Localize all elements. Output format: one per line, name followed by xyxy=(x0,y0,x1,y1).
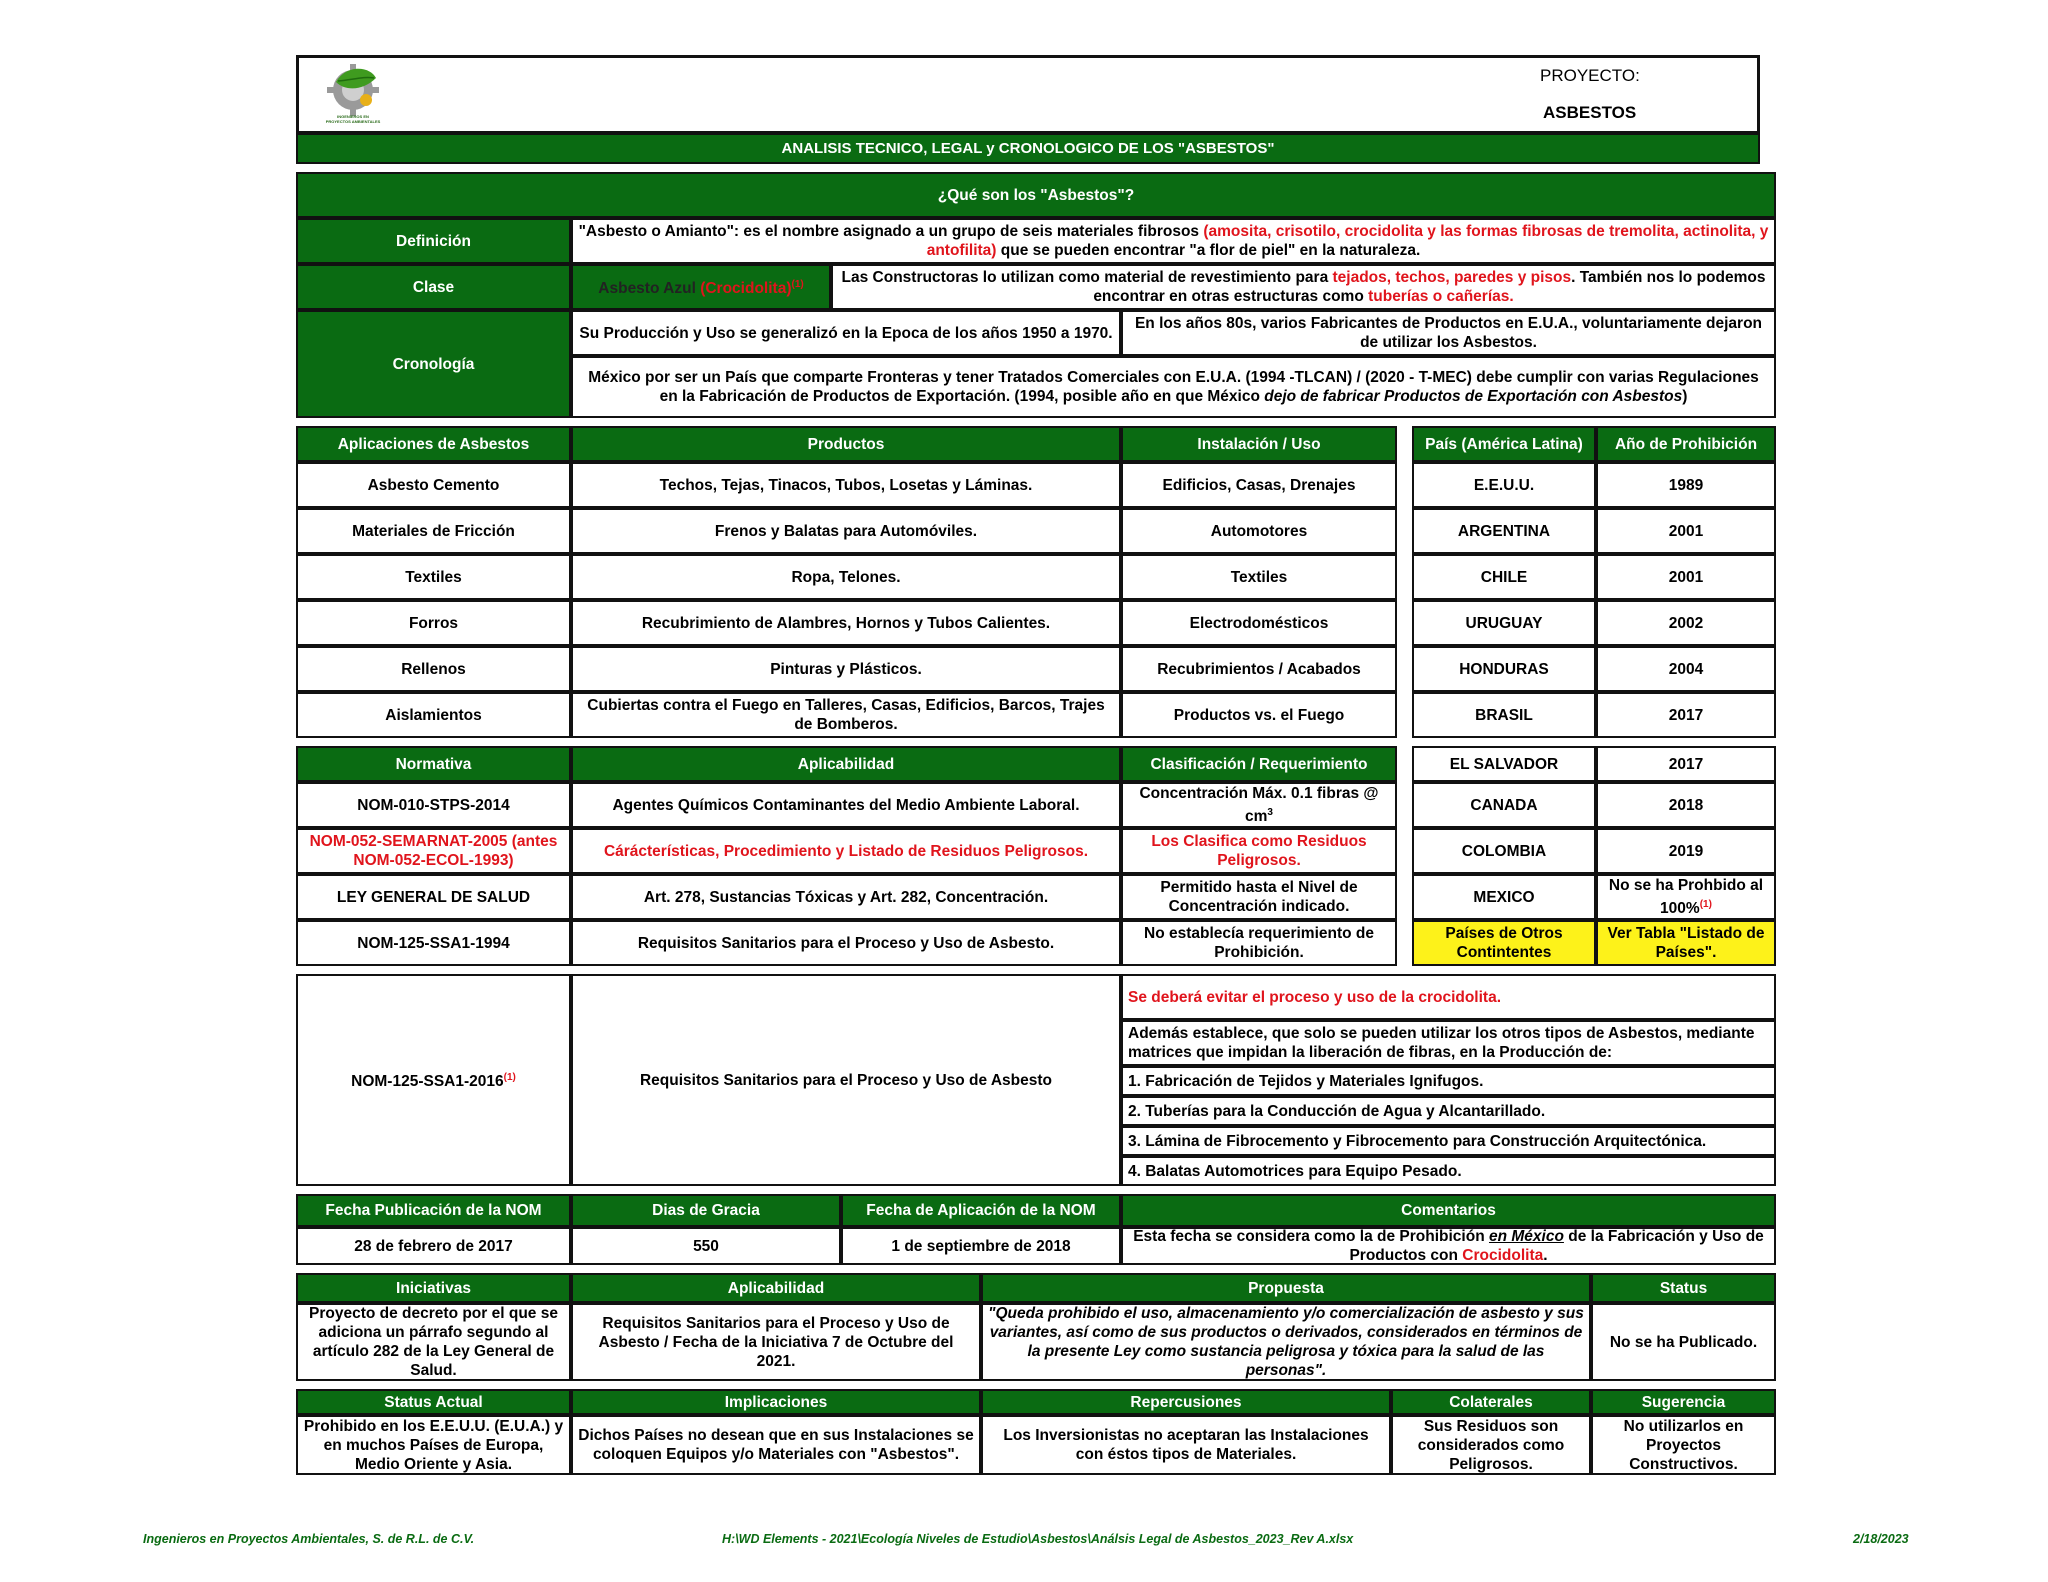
aplicacion-row-5: Rellenos xyxy=(296,646,571,692)
clasificacion-row-1: Concentración Máx. 0.1 fibras @ $cm^3$ xyxy=(1121,782,1397,828)
nom-2016-aplicabilidad: Requisitos Sanitarios para el Proceso y Uso de Asbesto xyxy=(571,974,1121,1186)
fecha-publicacion: 28 de febrero de 2017 xyxy=(296,1227,571,1265)
colaterales-header: Colaterales xyxy=(1391,1389,1591,1415)
normativa-row-3: LEY GENERAL DE SALUD xyxy=(296,874,571,920)
dias-gracia: 550 xyxy=(571,1227,841,1265)
clasificacion-header: Clasificación / Requerimiento xyxy=(1121,746,1397,782)
pais-row-10: MEXICO xyxy=(1412,874,1596,920)
aplicacion-row-3: Textiles xyxy=(296,554,571,600)
producto-row-5: Pinturas y Plásticos. xyxy=(571,646,1121,692)
aplicabilidad-row-1: Agentes Químicos Contaminantes del Medio Ambiente Laboral. xyxy=(571,782,1121,828)
instalacion-row-1: Edificios, Casas, Drenajes xyxy=(1121,462,1397,508)
clase-label: Clase xyxy=(296,264,571,310)
ano-row-4: 2002 xyxy=(1596,600,1776,646)
iniciativa-text: Proyecto de decreto por el que se adiciona un párrafo segundo al artículo 282 de la Ley General de Salud. xyxy=(296,1303,571,1381)
pais-row-3: CHILE xyxy=(1412,554,1596,600)
iniciativas-header: Iniciativas xyxy=(296,1273,571,1303)
status-value: No se ha Publicado. xyxy=(1591,1303,1776,1381)
normativa-header: Normativa xyxy=(296,746,571,782)
aplicabilidad-row-2: Cárácterísticas, Procedimiento y Listado de Residuos Peligrosos. xyxy=(571,828,1121,874)
pais-row-5: HONDURAS xyxy=(1412,646,1596,692)
status-header: Status xyxy=(1591,1273,1776,1303)
project-label: PROYECTO: xyxy=(1540,66,1640,85)
pais-row-1: E.E.U.U. xyxy=(1412,462,1596,508)
aplicacion-row-1: Asbesto Cemento xyxy=(296,462,571,508)
nom-2016-req-6: 4. Balatas Automotrices para Equipo Pesado. xyxy=(1121,1156,1776,1186)
nom-2016-req-3: 1. Fabricación de Tejidos y Materiales Ignifugos. xyxy=(1121,1066,1776,1096)
pais-row-4: URUGUAY xyxy=(1412,600,1596,646)
comentarios-header: Comentarios xyxy=(1121,1194,1776,1227)
instalacion-row-3: Textiles xyxy=(1121,554,1397,600)
implicaciones-value: Dichos Países no desean que en sus Instalaciones se coloquen Equipos y/o Materiales con "Asbestos". xyxy=(571,1415,981,1475)
implicaciones-header: Implicaciones xyxy=(571,1389,981,1415)
clasificacion-row-3: Permitido hasta el Nivel de Concentración indicado. xyxy=(1121,874,1397,920)
ano-row-2: 2001 xyxy=(1596,508,1776,554)
pais-row-7: EL SALVADOR xyxy=(1412,746,1596,782)
instalacion-header: Instalación / Uso xyxy=(1121,426,1397,462)
ano-row-3: 2001 xyxy=(1596,554,1776,600)
iniciativa-aplicabilidad: Requisitos Sanitarios para el Proceso y Uso de Asbesto / Fecha de la Iniciativa 7 de Octubre del 2021. xyxy=(571,1303,981,1381)
repercusiones-header: Repercusiones xyxy=(981,1389,1391,1415)
producto-row-2: Frenos y Balatas para Automóviles. xyxy=(571,508,1121,554)
ano-row-9: 2019 xyxy=(1596,828,1776,874)
sugerencia-value: No utilizarlos en Proyectos Constructivos. xyxy=(1591,1415,1776,1475)
ano-row-8: 2018 xyxy=(1596,782,1776,828)
nom-2016-name: NOM-125-SSA1-2016$^{(1)}$ xyxy=(296,974,571,1186)
fecha-publicacion-header: Fecha Publicación de la NOM xyxy=(296,1194,571,1227)
iniciativas-aplicabilidad-header: Aplicabilidad xyxy=(571,1273,981,1303)
sugerencia-header: Sugerencia xyxy=(1591,1389,1776,1415)
company-logo xyxy=(318,60,388,124)
cronologia-1: Su Producción y Uso se generalizó en la Epoca de los años 1950 a 1970. xyxy=(571,310,1121,356)
producto-row-3: Ropa, Telones. xyxy=(571,554,1121,600)
nom-2016-req-2: Además establece, que solo se pueden utilizar los otros tipos de Asbestos, mediante matrices que impidan la liberación de fibras, en la Producción de: xyxy=(1121,1020,1776,1066)
footer-date: 2/18/2023 xyxy=(1853,1532,1909,1546)
clase-value: Asbesto Azul (Crocidolita)$^{(1)}$ xyxy=(571,264,831,310)
aplicabilidad-header: Aplicabilidad xyxy=(571,746,1121,782)
comentario: Esta fecha se considera como la de Prohibición en México de la Fabricación y Uso de Productos con Crocidolita. xyxy=(1121,1227,1776,1265)
aplicacion-row-6: Aislamientos xyxy=(296,692,571,738)
producto-row-4: Recubrimiento de Alambres, Hornos y Tubos Calientes. xyxy=(571,600,1121,646)
footer-company: Ingenieros en Proyectos Ambientales, S. de R.L. de C.V. xyxy=(143,1532,475,1546)
project-name: ASBESTOS xyxy=(1543,103,1637,122)
normativa-row-4: NOM-125-SSA1-1994 xyxy=(296,920,571,966)
ano-row-5: 2004 xyxy=(1596,646,1776,692)
fecha-aplicacion-header: Fecha de Aplicación de la NOM xyxy=(841,1194,1121,1227)
normativa-row-1: NOM-010-STPS-2014 xyxy=(296,782,571,828)
pais-row-9: COLOMBIA xyxy=(1412,828,1596,874)
ano-row-10: No se ha Prohbido al 100%$^{(1)}$ xyxy=(1596,874,1776,920)
propuesta-text: "Queda prohibido el uso, almacenamiento y/o comercialización de asbesto y sus variantes, así como de sus productos o derivados, considerados en términos de la presente Ley como sustancia peligrosa y tóxica para la salud de las personas". xyxy=(981,1303,1591,1381)
aplicaciones-header: Aplicaciones de Asbestos xyxy=(296,426,571,462)
instalacion-row-2: Automotores xyxy=(1121,508,1397,554)
cronologia-2: En los años 80s, varios Fabricantes de Productos en E.U.A., voluntariamente dejaron de utilizar los Asbestos. xyxy=(1121,310,1776,356)
ano-row-1: 1989 xyxy=(1596,462,1776,508)
instalacion-row-6: Productos vs. el Fuego xyxy=(1121,692,1397,738)
ano-row-6: 2017 xyxy=(1596,692,1776,738)
otros-paises: Países de Otros Contintentes xyxy=(1412,920,1596,966)
dias-gracia-header: Dias de Gracia xyxy=(571,1194,841,1227)
repercusiones-value: Los Inversionistas no aceptaran las Instalaciones con éstos tipos de Materiales. xyxy=(981,1415,1391,1475)
pais-row-6: BRASIL xyxy=(1412,692,1596,738)
pais-header: País (América Latina) xyxy=(1412,426,1596,462)
pais-row-2: ARGENTINA xyxy=(1412,508,1596,554)
pais-row-8: CANADA xyxy=(1412,782,1596,828)
aplicabilidad-row-4: Requisitos Sanitarios para el Proceso y Uso de Asbesto. xyxy=(571,920,1121,966)
aplicabilidad-row-3: Art. 278, Sustancias Tóxicas y Art. 282, Concentración. xyxy=(571,874,1121,920)
clase-desc: Las Constructoras lo utilizan como material de revestimiento para tejados, techos, paredes y pisos. También nos lo podemos encontrar en otras estructuras como tuberías o cañerías. xyxy=(831,264,1776,310)
cronologia-3: México por ser un País que comparte Fronteras y tener Tratados Comerciales con E.U.A. (1994 -TLCAN) / (2020 - T-MEC) debe cumplir con varias Regulaciones en la Fabricación de Productos de Exportación. (1994, posible año en que México dejo de fabricar Productos de Exportación con Asbestos) xyxy=(571,356,1776,418)
aplicacion-row-2: Materiales de Fricción xyxy=(296,508,571,554)
main-title: ANALISIS TECNICO, LEGAL y CRONOLOGICO DE LOS "ASBESTOS" xyxy=(296,133,1760,164)
aplicacion-row-4: Forros xyxy=(296,600,571,646)
ver-tabla: Ver Tabla "Listado de Países". xyxy=(1596,920,1776,966)
nom-2016-req-4: 2. Tuberías para la Conducción de Agua y Alcantarillado. xyxy=(1121,1096,1776,1126)
que-son-title: ¿Qué son los "Asbestos"? xyxy=(296,172,1776,218)
instalacion-row-4: Electrodomésticos xyxy=(1121,600,1397,646)
definicion-text: "Asbesto o Amianto": es el nombre asignado a un grupo de seis materiales fibrosos (amosita, crisotilo, crocidolita y las formas fibrosas de tremolita, actinolita, y antofilita) que se pueden encontrar "a flor de piel" en la naturaleza. xyxy=(571,218,1776,264)
ano-row-7: 2017 xyxy=(1596,746,1776,782)
cronologia-label: Cronología xyxy=(296,310,571,418)
clasificacion-row-2: Los Clasifica como Residuos Peligrosos. xyxy=(1121,828,1397,874)
ano-header: Año de Prohibición xyxy=(1596,426,1776,462)
footer-file-path: H:\WD Elements - 2021\Ecología Niveles de Estudio\Asbestos\Análsis Legal de Asbestos_2023_Rev A.xlsx xyxy=(722,1532,1354,1546)
colaterales-value: Sus Residuos son considerados como Peligrosos. xyxy=(1391,1415,1591,1475)
propuesta-header: Propuesta xyxy=(981,1273,1591,1303)
clasificacion-row-4: No establecía requerimiento de Prohibición. xyxy=(1121,920,1397,966)
logo-text: INGENIEROS EN PROYECTOS AMBIENTALES xyxy=(325,114,381,124)
fecha-aplicacion: 1 de septiembre de 2018 xyxy=(841,1227,1121,1265)
normativa-row-2: NOM-052-SEMARNAT-2005 (antes NOM-052-ECOL-1993) xyxy=(296,828,571,874)
producto-row-1: Techos, Tejas, Tinacos, Tubos, Losetas y Láminas. xyxy=(571,462,1121,508)
instalacion-row-5: Recubrimientos / Acabados xyxy=(1121,646,1397,692)
definicion-label: Definición xyxy=(296,218,571,264)
producto-row-6: Cubiertas contra el Fuego en Talleres, Casas, Edificios, Barcos, Trajes de Bomberos. xyxy=(571,692,1121,738)
nom-2016-req-5: 3. Lámina de Fibrocemento y Fibrocemento para Construcción Arquitectónica. xyxy=(1121,1126,1776,1156)
status-actual-header: Status Actual xyxy=(296,1389,571,1415)
nom-2016-req-1: Se deberá evitar el proceso y uso de la crocidolita. xyxy=(1121,974,1776,1020)
productos-header: Productos xyxy=(571,426,1121,462)
status-actual-value: Prohibido en los E.E.U.U. (E.U.A.) y en muchos Países de Europa, Medio Oriente y Asia. xyxy=(296,1415,571,1475)
